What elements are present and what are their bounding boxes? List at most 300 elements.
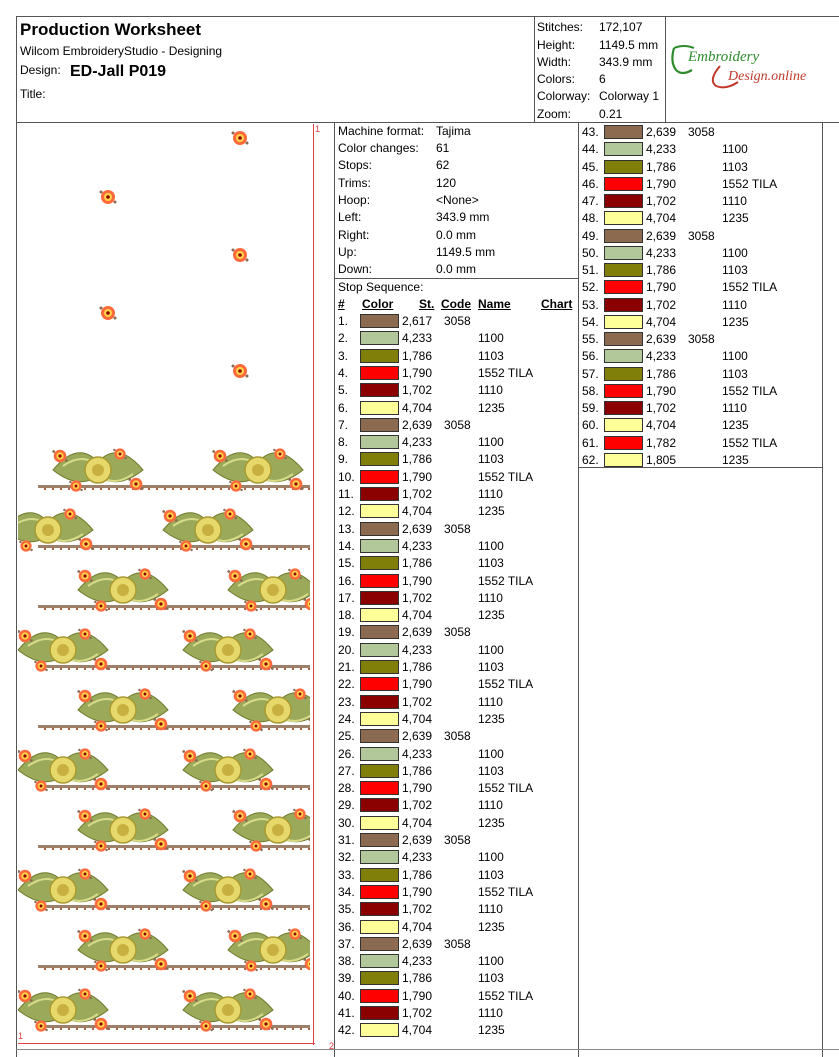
right-border	[822, 122, 823, 1057]
thread-name: 1100	[722, 142, 748, 157]
color-swatch	[604, 367, 643, 381]
color-swatch	[604, 246, 643, 260]
stop-row	[338, 607, 576, 624]
page-title: Production Worksheet	[20, 20, 202, 39]
thread-name: 1552 TILA	[478, 884, 534, 899]
stitch-count: 4,233	[402, 746, 433, 761]
color-swatch	[360, 383, 399, 397]
thread-name: 1100	[478, 538, 504, 553]
color-swatch	[360, 401, 399, 415]
stitch-count: 2,639	[646, 228, 677, 243]
stitch-count: 4,233	[646, 349, 677, 364]
stop-number: 44.	[582, 142, 599, 157]
stop-row	[582, 297, 820, 314]
stop-number: 34.	[338, 884, 355, 899]
stop-row	[582, 331, 820, 348]
color-swatch	[360, 470, 399, 484]
color-swatch	[360, 971, 399, 985]
trims-label: Trims:	[338, 176, 371, 190]
stop-number: 30.	[338, 815, 355, 830]
stop-row	[338, 590, 576, 607]
stop-row	[582, 124, 820, 141]
color-swatch	[360, 314, 399, 328]
hoop-value: <None>	[436, 193, 479, 207]
stop-row	[582, 141, 820, 158]
stop-row	[338, 884, 576, 901]
stop-number: 56.	[582, 349, 599, 364]
thread-name: 1100	[722, 245, 748, 260]
stop-row	[338, 815, 576, 832]
logo-divider	[665, 16, 666, 122]
color-swatch	[604, 332, 643, 346]
thread-name: 1552 TILA	[478, 365, 534, 380]
thread-name: 1110	[478, 798, 503, 813]
brand-logo	[668, 40, 823, 92]
stop-number: 15.	[338, 556, 355, 571]
color-swatch	[360, 435, 399, 449]
stop-row	[338, 434, 576, 451]
thread-code: 3058	[444, 521, 471, 536]
color-swatch	[360, 920, 399, 934]
stop-number: 20.	[338, 642, 355, 657]
stop-number: 1.	[338, 314, 349, 328]
stop-row	[338, 676, 576, 693]
design-name: ED-Jall P019	[70, 63, 167, 80]
width-label: Width:	[537, 55, 572, 69]
stop-number: 2.	[338, 331, 349, 346]
stitch-count: 4,704	[402, 608, 433, 623]
stats-divider	[534, 16, 535, 122]
thread-name: 1103	[478, 452, 504, 467]
stop-number: 46.	[582, 176, 599, 191]
color-swatch	[360, 608, 399, 622]
stop-number: 26.	[338, 746, 355, 761]
stop-row	[338, 348, 576, 365]
stop-row	[582, 366, 820, 383]
thread-name: 1110	[722, 194, 747, 208]
thread-code: 3058	[444, 729, 471, 744]
stitch-count: 1,702	[402, 694, 433, 709]
hoop-label: Hoop:	[338, 193, 371, 207]
header-chart: Chart	[541, 297, 573, 311]
stop-number: 21.	[338, 660, 355, 674]
stop-row	[338, 849, 576, 866]
stop-number: 17.	[338, 590, 355, 605]
stitch-count: 1,702	[646, 401, 677, 415]
thread-code: 3058	[444, 417, 471, 432]
embroidery-preview	[18, 125, 310, 1043]
color-swatch	[360, 868, 399, 882]
stop-row	[338, 711, 576, 728]
left-label: Left:	[338, 210, 362, 224]
stop-row	[338, 746, 576, 763]
thread-name: 1100	[478, 435, 504, 450]
thread-name: 1100	[478, 746, 504, 761]
stop-row	[338, 521, 576, 538]
stop-row	[338, 901, 576, 918]
stitch-count: 4,704	[402, 400, 433, 415]
stitch-count: 1,786	[402, 348, 433, 363]
stop-row	[338, 330, 576, 347]
stitch-count: 1,786	[646, 366, 677, 381]
thread-name: 1235	[478, 1023, 505, 1038]
stitch-count: 1,786	[646, 159, 677, 174]
header-color: Color	[362, 297, 394, 311]
up-value: 1149.5 mm	[436, 245, 496, 259]
stitch-count: 1,790	[402, 884, 433, 899]
color-swatch	[604, 229, 643, 243]
stop-row	[582, 452, 820, 469]
header-code: Code	[441, 297, 471, 311]
stitch-count: 1,790	[646, 280, 677, 295]
header-name: Name	[478, 297, 511, 311]
color-swatch	[360, 781, 399, 795]
stitch-count: 1,702	[402, 590, 433, 605]
stop-row	[338, 659, 576, 676]
thread-code: 3058	[444, 625, 471, 640]
stitch-count: 1,805	[646, 452, 677, 467]
stop-row	[338, 763, 576, 780]
stop-row	[338, 867, 576, 884]
stitch-count: 4,704	[646, 314, 677, 329]
stitch-count: 1,790	[646, 176, 677, 191]
stitch-count: 2,639	[402, 729, 433, 744]
stop-number: 47.	[582, 194, 599, 208]
color-swatch	[604, 142, 643, 156]
color-swatch	[604, 315, 643, 329]
stop-row	[338, 538, 576, 555]
stop-row	[582, 245, 820, 262]
stop-number: 48.	[582, 211, 599, 226]
color-swatch	[360, 885, 399, 899]
color-swatch	[360, 591, 399, 605]
stitch-count: 1,702	[402, 1006, 433, 1020]
stop-number: 62.	[582, 452, 599, 467]
stitch-count: 2,639	[402, 936, 433, 951]
stop-number: 14.	[338, 538, 355, 553]
color-swatch	[360, 522, 399, 536]
logo-line-1: Embroidery	[688, 49, 760, 65]
left-value: 343.9 mm	[436, 210, 490, 224]
stop-row	[338, 728, 576, 745]
thread-code: 3058	[688, 332, 715, 346]
column-divider	[578, 122, 579, 1057]
color-swatch	[360, 677, 399, 691]
stop-number: 45.	[582, 159, 599, 174]
stitch-count: 1,790	[402, 573, 433, 588]
thread-name: 1110	[478, 902, 503, 917]
stitch-count: 4,233	[402, 435, 433, 450]
left-border	[16, 16, 17, 1057]
stitches-label: Stitches:	[537, 20, 584, 34]
zoom-value: 0.21	[599, 107, 623, 121]
stop-row	[338, 1005, 576, 1022]
color-swatch	[604, 280, 643, 294]
stop-number: 5.	[338, 383, 349, 398]
stop-number: 36.	[338, 919, 355, 934]
width-value: 343.9 mm	[599, 55, 653, 69]
stop-number: 53.	[582, 297, 599, 312]
stitch-count: 2,639	[402, 417, 433, 432]
colors-label: Colors:	[537, 72, 576, 86]
preview-bottom-line	[18, 1043, 315, 1044]
color-swatch	[360, 660, 399, 674]
stop-number: 29.	[338, 798, 355, 813]
stop-number: 16.	[338, 573, 355, 588]
machine-info-bottom	[334, 278, 578, 279]
thread-name: 1110	[722, 401, 747, 415]
color-swatch	[360, 764, 399, 778]
thread-name: 1235	[722, 314, 749, 329]
thread-name: 1100	[478, 954, 504, 969]
thread-code: 3058	[688, 228, 715, 243]
thread-name: 1235	[722, 418, 749, 433]
thread-name: 1235	[478, 711, 505, 726]
height-label: Height:	[537, 38, 576, 52]
stop-number: 7.	[338, 417, 349, 432]
thread-name: 1552 TILA	[722, 435, 778, 450]
stop-number: 58.	[582, 383, 599, 398]
stitch-count: 1,786	[402, 556, 433, 571]
color-swatch	[360, 574, 399, 588]
thread-name: 1110	[478, 590, 503, 605]
stop-row	[338, 970, 576, 987]
color-swatch	[604, 125, 643, 139]
color-swatch	[604, 453, 643, 467]
color-swatch	[360, 1023, 399, 1037]
stop-row	[582, 193, 820, 210]
color-swatch	[360, 504, 399, 518]
thread-name: 1103	[478, 971, 504, 986]
stop-row	[582, 314, 820, 331]
preview-divider	[334, 122, 335, 1057]
stop-number: 19.	[338, 625, 355, 640]
stitch-count: 4,704	[646, 418, 677, 433]
stop-number: 40.	[338, 988, 355, 1003]
stop-number: 18.	[338, 608, 355, 623]
thread-name: 1110	[478, 383, 503, 398]
footer-line	[16, 1049, 839, 1050]
stitch-count: 1,790	[402, 677, 433, 692]
stitch-count: 4,233	[402, 331, 433, 346]
stop-row	[582, 159, 820, 176]
thread-name: 1103	[722, 159, 748, 174]
thread-name: 1100	[478, 642, 504, 657]
header-stitches: St.	[419, 297, 435, 311]
colorway-label: Colorway:	[537, 89, 591, 103]
stitch-count: 1,702	[402, 383, 433, 398]
stop-number: 54.	[582, 314, 599, 329]
stitch-count: 4,233	[402, 850, 433, 865]
logo-line-2: Design.online	[728, 69, 807, 84]
preview-edge-line	[313, 124, 314, 1045]
stop-row	[582, 176, 820, 193]
stitch-count: 1,702	[646, 194, 677, 208]
stop-number: 33.	[338, 867, 355, 882]
thread-code: 3058	[688, 125, 715, 139]
stitch-count: 1,786	[646, 263, 677, 277]
stitch-count: 2,639	[646, 332, 677, 346]
stitch-count: 1,790	[646, 383, 677, 398]
stop-number: 10.	[338, 469, 355, 484]
stop-row	[338, 832, 576, 849]
top-border	[16, 16, 839, 17]
thread-name: 1552 TILA	[722, 383, 778, 398]
preview-marker-top: 1	[315, 124, 321, 134]
stitches-value: 172,107	[599, 20, 643, 34]
color-swatch	[360, 1006, 399, 1020]
stop-number: 51.	[582, 263, 599, 277]
color-swatch	[604, 418, 643, 432]
stitch-count: 4,704	[402, 1023, 433, 1038]
color-swatch	[360, 729, 399, 743]
stop-row	[338, 642, 576, 659]
stop-row	[338, 936, 576, 953]
stop-number: 22.	[338, 677, 355, 692]
thread-name: 1103	[478, 867, 504, 882]
stop-number: 13.	[338, 521, 355, 536]
stitch-count: 2,639	[402, 625, 433, 640]
header-num: #	[338, 297, 345, 311]
stop-number: 25.	[338, 729, 355, 744]
stop-row	[338, 573, 576, 590]
color-swatch	[360, 798, 399, 812]
stop-row	[338, 503, 576, 520]
thread-name: 1110	[478, 694, 503, 709]
stop-number: 59.	[582, 401, 599, 415]
stop-number: 38.	[338, 954, 355, 969]
stitch-count: 2,639	[402, 833, 433, 847]
stop-number: 3.	[338, 348, 349, 363]
stop-row	[338, 469, 576, 486]
stop-row	[338, 919, 576, 936]
stop-number: 43.	[582, 125, 599, 139]
stitch-count: 1,790	[402, 781, 433, 796]
thread-name: 1103	[478, 556, 504, 571]
thread-name: 1552 TILA	[722, 176, 778, 191]
color-swatch	[360, 989, 399, 1003]
stop-number: 8.	[338, 435, 349, 450]
right-label: Right:	[338, 228, 370, 242]
stop-number: 39.	[338, 971, 355, 986]
thread-name: 1235	[478, 504, 505, 519]
stitch-count: 1,702	[402, 902, 433, 917]
color-swatch	[604, 160, 643, 174]
thread-name: 1235	[478, 608, 505, 623]
stop-row	[338, 555, 576, 572]
preview-marker-bottom-left: 1	[18, 1031, 24, 1041]
thread-name: 1103	[722, 366, 748, 381]
stop-row	[582, 417, 820, 434]
thread-name: 1103	[478, 660, 504, 674]
stitch-count: 1,786	[402, 763, 433, 778]
thread-name: 1552 TILA	[478, 677, 534, 692]
color-swatch	[360, 954, 399, 968]
thread-name: 1110	[478, 487, 503, 501]
stop-number: 60.	[582, 418, 599, 433]
stop-row	[338, 313, 576, 330]
stop-row	[582, 279, 820, 296]
stop-number: 4.	[338, 365, 349, 380]
stops-value: 62	[436, 158, 450, 172]
stop-number: 9.	[338, 452, 349, 467]
stop-row	[338, 694, 576, 711]
color-swatch	[360, 487, 399, 501]
stop-number: 32.	[338, 850, 355, 865]
thread-name: 1103	[478, 348, 504, 363]
color-swatch	[360, 349, 399, 363]
stop-number: 50.	[582, 245, 599, 260]
color-swatch	[360, 833, 399, 847]
stop-row	[582, 262, 820, 279]
stitch-count: 4,704	[402, 815, 433, 830]
stop-row	[338, 780, 576, 797]
stitch-count: 1,786	[402, 660, 433, 674]
stitch-count: 4,704	[646, 211, 677, 226]
stop-row	[338, 624, 576, 641]
thread-code: 3058	[444, 314, 471, 328]
color-swatch	[360, 712, 399, 726]
stitch-count: 1,702	[646, 297, 677, 312]
preview-marker-bottom-right: 2	[329, 1041, 335, 1051]
thread-name: 1552 TILA	[478, 988, 534, 1003]
stop-row	[338, 797, 576, 814]
color-swatch	[360, 418, 399, 432]
stitch-count: 4,233	[646, 245, 677, 260]
height-value: 1149.5 mm	[599, 38, 659, 52]
down-value: 0.0 mm	[436, 262, 477, 276]
stop-row	[582, 435, 820, 452]
thread-name: 1235	[478, 400, 505, 415]
color-swatch	[604, 194, 643, 208]
stop-number: 55.	[582, 332, 599, 346]
color-swatch	[360, 556, 399, 570]
color-swatch	[360, 937, 399, 951]
thread-name: 1235	[478, 815, 505, 830]
color-swatch	[360, 850, 399, 864]
color-swatch	[360, 331, 399, 345]
thread-name: 1235	[722, 452, 749, 467]
thread-name: 1110	[722, 297, 747, 312]
stop-row	[338, 417, 576, 434]
stop-row	[582, 383, 820, 400]
stop-row	[582, 210, 820, 227]
stitch-count: 1,702	[402, 487, 433, 501]
color-swatch	[604, 349, 643, 363]
color-swatch	[604, 177, 643, 191]
color-swatch	[360, 747, 399, 761]
stitch-count: 2,639	[402, 521, 433, 536]
thread-name: 1552 TILA	[722, 280, 778, 295]
stop-number: 11.	[338, 487, 354, 501]
stitch-count: 2,639	[646, 125, 677, 139]
color-swatch	[360, 902, 399, 916]
thread-name: 1103	[478, 763, 504, 778]
stop-row	[582, 348, 820, 365]
stop-number: 23.	[338, 694, 355, 709]
colorway-value: Colorway 1	[599, 89, 660, 103]
thread-name: 1100	[478, 850, 504, 865]
color-swatch	[604, 211, 643, 225]
color-changes-label: Color changes:	[338, 141, 419, 155]
stop-row	[338, 451, 576, 468]
stop-row	[338, 365, 576, 382]
thread-name: 1235	[478, 919, 505, 934]
color-swatch	[360, 816, 399, 830]
color-swatch	[604, 263, 643, 277]
color-swatch	[360, 539, 399, 553]
stop-number: 57.	[582, 366, 599, 381]
